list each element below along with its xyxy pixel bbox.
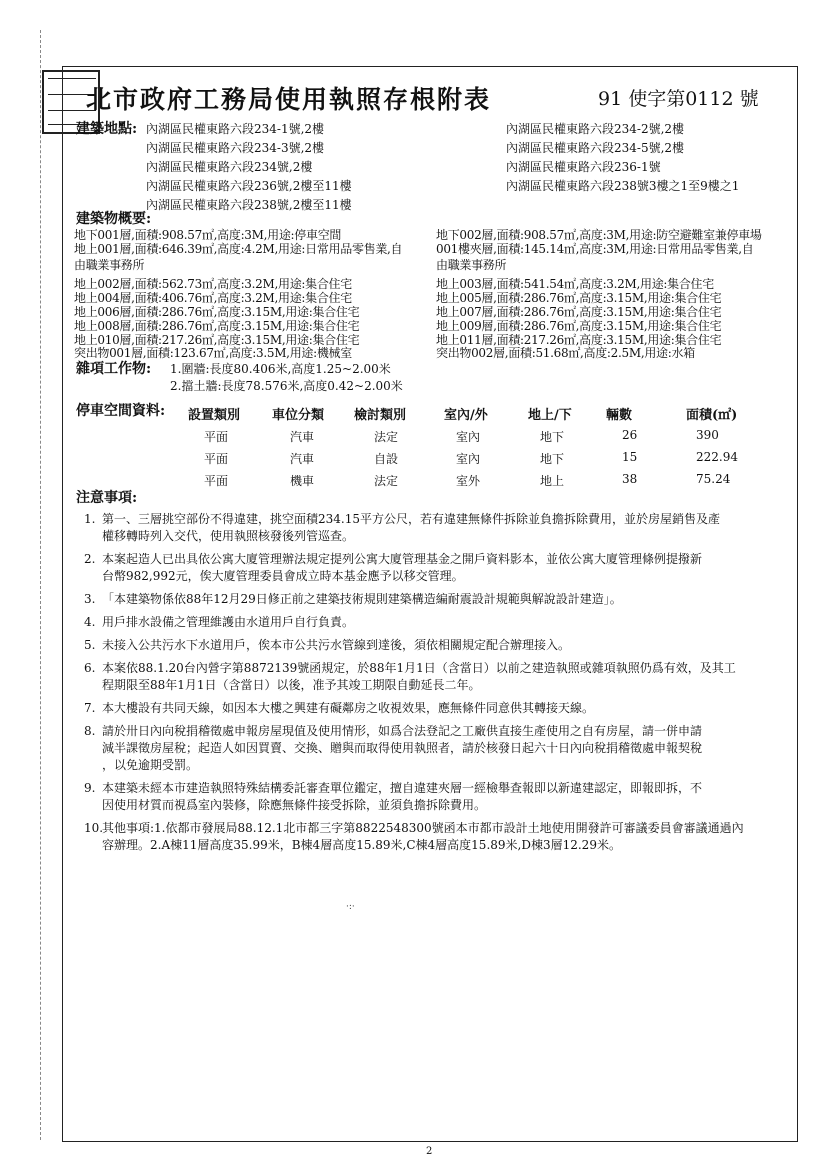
notes-heading: 注意事項: — [76, 490, 138, 506]
floor-spec-line: 地上009層,面積:286.76㎡,高度:3.15M,用途:集合住宅 — [436, 319, 722, 333]
parking-cell: 地下 — [540, 452, 565, 466]
permit-number: 91 使字第0112 號 — [598, 88, 759, 110]
note-line: 第一、三層挑空部份不得違建，挑空面積234.15平方公尺，若有違建無條件拆除並負擔拆除費用，並於房屋銷售及產 — [102, 512, 720, 526]
note-item — [84, 614, 790, 631]
address-line: 內湖區民權東路六段234-1號,2樓 — [146, 122, 325, 136]
scan-speck: ·:· — [346, 902, 355, 912]
floor-spec-line: 突出物001層,面積:123.67㎡,高度:3.5M,用途:機械室 — [74, 346, 352, 360]
parking-cell: 室內 — [456, 452, 481, 466]
note-line: 「本建築物係依88年12月29日修正前之建築技術規則建築構造編耐震設計規範與解說設計建造」。 — [102, 592, 622, 606]
parking-cell: 平面 — [204, 474, 229, 488]
floor-spec-line: 地上002層,面積:562.73㎡,高度:3.2M,用途:集合住宅 — [74, 277, 352, 291]
note-item — [84, 723, 790, 774]
note-line: 用戶排水設備之管理維護由水道用戶自行負責。 — [102, 615, 355, 629]
parking-cell: 室內 — [456, 430, 481, 444]
note-number: 10. — [84, 821, 104, 835]
parking-column-header: 車位分類 — [272, 408, 325, 423]
note-number: 5. — [84, 638, 96, 652]
address-line: 內湖區民權東路六段234-5號,2樓 — [506, 141, 685, 155]
floor-spec-line: 由職業事務所 — [74, 258, 145, 272]
address-line: 內湖區民權東路六段234-2號,2樓 — [506, 122, 685, 136]
parking-cell: 75.24 — [696, 472, 731, 486]
floor-spec-line: 地上011層,面積:217.26㎡,高度:3.15M,用途:集合住宅 — [436, 333, 722, 347]
page-number: 2 — [426, 1146, 433, 1157]
parking-cell: 法定 — [374, 474, 399, 488]
note-line: 台幣982,992元，俟大廈管理委員會成立時本基金應予以移交管理。 — [102, 569, 464, 583]
document-title: 北市政府工務局使用執照存根附表 — [86, 85, 492, 114]
note-number: 2. — [84, 552, 96, 566]
note-item — [84, 820, 790, 854]
parking-cell: 15 — [622, 450, 638, 464]
note-number: 7. — [84, 701, 96, 715]
address-line: 內湖區民權東路六段234號,2樓 — [146, 160, 313, 174]
note-item — [84, 660, 790, 694]
address-line: 內湖區民權東路六段238號3樓之1至9樓之1 — [506, 179, 740, 193]
address-line: 內湖區民權東路六段238號,2樓至11樓 — [146, 198, 352, 212]
note-line: 其他事項:1.依都市發展局88.12.1北市都三字第8822548300號函本市都市設計土地使用開發許可審議委員會審議通過內 — [102, 821, 744, 835]
overview-heading: 建築物概要: — [76, 211, 152, 227]
parking-cell: 26 — [622, 428, 638, 442]
floor-spec-line: 地上005層,面積:286.76㎡,高度:3.15M,用途:集合住宅 — [436, 291, 722, 305]
note-item — [84, 780, 790, 814]
parking-cell: 平面 — [204, 452, 229, 466]
note-item — [84, 591, 790, 608]
misc-works-heading: 雜項工作物: — [76, 361, 152, 377]
note-line: 容辦理。2.A棟11層高度35.99米，B棟4層高度15.89米,C棟4層高度15.89米,D棟3層12.29米。 — [102, 838, 621, 852]
note-item — [84, 700, 790, 717]
note-line: 請於卅日內向稅捐稽徵處申報房屋現值及使用情形，如爲合法登記之工廠供直接生產使用之自有房屋，請一併申請 — [102, 724, 703, 738]
note-line: 未接入公共污水下水道用戶，俟本市公共污水管線到達後，須依相關規定配合辦理接入。 — [102, 638, 571, 652]
misc-work-item: 2.擋土牆:長度78.576米,高度0.42~2.00米 — [170, 379, 403, 393]
note-line: 程期限至88年1月1日（含當日）以後，准予其竣工期限自動延長二年。 — [102, 678, 481, 692]
note-line: 本案起造人已出具依公寓大廈管理辦法規定提列公寓大廈管理基金之開戶資料影本，並依公寓大廈管理條例提撥新 — [102, 552, 703, 566]
note-line: 本建築未經本市建造執照特殊結構委託審查單位鑑定，擅自違建夾層一經檢舉查報即以新違建認定，即報即拆，不 — [102, 781, 703, 795]
address-line: 內湖區民權東路六段236號,2樓至11樓 — [146, 179, 352, 193]
parking-cell: 地下 — [540, 430, 565, 444]
parking-cell: 法定 — [374, 430, 399, 444]
parking-column-header: 檢討類別 — [354, 408, 407, 423]
note-line: 本案依88.1.20台內營字第8872139號函規定，於88年1月1日（含當日）以前之建造執照或雜項執照仍爲有效，及其工 — [102, 661, 736, 675]
address-label: 建築地點: — [76, 121, 138, 137]
floor-spec-line: 地上001層,面積:646.39㎡,高度:4.2M,用途:日常用品零售業,自 — [74, 242, 403, 256]
parking-cell: 汽車 — [290, 430, 315, 444]
parking-cell: 自設 — [374, 452, 399, 466]
note-line: 減半課徵房屋稅；起造人如因買賣、交換、贈與而取得使用執照者，請於核發日起六十日內向稅捐稽徵處申報契稅 — [102, 741, 703, 755]
floor-spec-line: 突出物002層,面積:51.68㎡,高度:2.5M,用途:水箱 — [436, 346, 695, 360]
floor-spec-line: 地下002層,面積:908.57㎡,高度:3M,用途:防空避難室兼停車場 — [436, 228, 762, 242]
parking-column-header: 室內/外 — [444, 408, 488, 423]
floor-spec-line: 地下001層,面積:908.57㎡,高度:3M,用途:停車空間 — [74, 228, 342, 242]
floor-spec-line: 地上003層,面積:541.54㎡,高度:3.2M,用途:集合住宅 — [436, 277, 714, 291]
parking-cell: 地上 — [540, 474, 565, 488]
note-line: 因使用材質而視爲室內裝修，除應無條件接受拆除，並須負擔拆除費用。 — [102, 798, 487, 812]
parking-cell: 室外 — [456, 474, 481, 488]
parking-cell: 390 — [696, 428, 719, 442]
parking-column-header: 面積(㎡) — [686, 408, 738, 423]
parking-column-header: 輛數 — [606, 408, 633, 423]
misc-work-item: 1.圍牆:長度80.406米,高度1.25~2.00米 — [170, 362, 391, 376]
floor-spec-line: 地上004層,面積:406.76㎡,高度:3.2M,用途:集合住宅 — [74, 291, 352, 305]
address-line: 內湖區民權東路六段236-1號 — [506, 160, 661, 174]
address-line: 內湖區民權東路六段234-3號,2樓 — [146, 141, 325, 155]
note-number: 8. — [84, 724, 96, 738]
note-number: 1. — [84, 512, 96, 526]
parking-cell: 38 — [622, 472, 638, 486]
note-number: 6. — [84, 661, 96, 675]
floor-spec-line: 由職業事務所 — [436, 258, 507, 272]
parking-column-header: 設置類別 — [188, 408, 241, 423]
note-number: 4. — [84, 615, 96, 629]
note-number: 3. — [84, 592, 96, 606]
parking-cell: 汽車 — [290, 452, 315, 466]
parking-cell: 222.94 — [696, 450, 738, 464]
parking-cell: 平面 — [204, 430, 229, 444]
note-line: 本大樓設有共同天線，如因本大樓之興建有礙鄰房之收視效果，應無條件同意供其轉接天線。 — [102, 701, 595, 715]
note-number: 9. — [84, 781, 96, 795]
parking-heading: 停車空間資料: — [76, 403, 166, 419]
note-item — [84, 551, 790, 585]
note-item — [84, 511, 790, 545]
floor-spec-line: 地上007層,面積:286.76㎡,高度:3.15M,用途:集合住宅 — [436, 305, 722, 319]
note-line: 權移轉時列入交代，使用執照核發後列管巡查。 — [102, 529, 355, 543]
floor-spec-line: 地上008層,面積:286.76㎡,高度:3.15M,用途:集合住宅 — [74, 319, 360, 333]
binding-line — [40, 30, 41, 1140]
note-item — [84, 637, 790, 654]
floor-spec-line: 地上010層,面積:217.26㎡,高度:3.15M,用途:集合住宅 — [74, 333, 360, 347]
parking-cell: 機車 — [290, 474, 315, 488]
parking-column-header: 地上/下 — [528, 408, 572, 423]
note-line: ，以免逾期受罰。 — [102, 758, 199, 772]
floor-spec-line: 地上006層,面積:286.76㎡,高度:3.15M,用途:集合住宅 — [74, 305, 360, 319]
floor-spec-line: 001樓夾層,面積:145.14㎡,高度:3M,用途:日常用品零售業,自 — [436, 242, 754, 256]
